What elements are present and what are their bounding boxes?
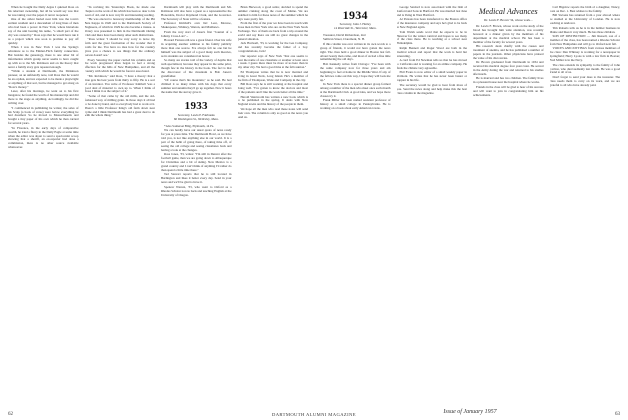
paragraph: Dr. Brown graduated from Dartmouth in 1934 and received his medical degree four years later. He served in the Army during the war and returned to his studies afterwards. [473, 60, 544, 76]
column-2 [85, 6, 156, 410]
paragraph: Friends in the class will be glad to hear of his success and will want to join in congratulating him on his achievements. [473, 84, 544, 97]
paragraph: "In revising his Yesterdays Book, he made one chapter on the work of his which has been so dear to his heart of old, and is now very fit and interesting reading. [84, 6, 155, 17]
secretary-line: Secretary, John J. Harley [339, 22, 371, 26]
paragraph: In New York there is a special dinner group formed among a number of the men who meet once each month at the Dartmouth Club. A good idea, and we hope more classes try it. [320, 82, 391, 98]
paragraph: Treasurer, David Richardson, 2nd [323, 32, 366, 37]
column-6 [397, 6, 468, 410]
paragraph: "In Florence, in the early days of comparative wealth, he tried a flurry in the Daily Eagle at some time when the editor was about to send a spectacular scoop showing that a sheriff, an ex-reporter had done a commission, there is no other source available whatsoever. [8, 125, 79, 150]
column-8 [550, 6, 621, 410]
paragraph: Brian Harwood, a good sailor, decided to spend the summer cruising along the coast of Maine. We are indebted to him for these notes of the summer which he says were pretty fair. [237, 6, 308, 21]
paragraph: One of the oldest buried near him was the town's earliest resident and a descendant of long lines of men who had been a power in New York, where historians say of the unit bearing his name, "a small part of the city was owned by." Ross says that he would have run it as a project which was soon to promise to pay off quickly. [8, 17, 79, 45]
page-footer [0, 410, 628, 420]
paragraph: *Also Somerset Bldg, Plymouth, 14 Pa. [164, 123, 215, 128]
paragraph: Every Saturday the paper carried his column and as the work progressed Ross began to feel a strong affection for the hills of New Hampshire, and all the country with which he would be forever associated. [84, 57, 155, 74]
column-1 [8, 6, 79, 410]
paragraph: Dartmouth will play with the Dartmouth and Mr. Robinson will also have a guest as a representative the Honorable, Doctor Raymond Clark, and the Governor. The Secretary of State will be a feature. [161, 6, 232, 21]
paragraph: Bill Ross says he is still working at the hospital and doing well. "I've gotten to know the doctors and most of the patients and I like the work better all the time." [237, 82, 308, 94]
section-heading: Medical Advances [478, 7, 538, 16]
magazine-title: DARTMOUTH ALUMNI MAGAZINE [272, 412, 356, 417]
paragraph: He is married and has two children. The family lives in a pleasant house near the hospital where he works. [473, 76, 544, 85]
paragraph: A card from Ed Newman tells us that he has moved to California and is working for an airline company. He finds the climate very agreeable. [396, 58, 467, 70]
page-number-right: 63 [615, 412, 620, 417]
paragraph: Dr. Lewis F. Brown, whose work on the study of the blood has brought him wide attention, was recently honored at a dinner given by the members of his department at the medical school. He has been a member of the faculty for several years. [473, 23, 544, 44]
paragraph: Howard Farnsworth was a great friend. Over his wife in acquiring another addition to his family publicly more than one source. I've always felt no one but he himself was the subject of a good many such theories, as its students are considered an honor. [161, 38, 232, 58]
paragraph: Ted Stewart reports that he is still located in Burlington and likes it better every day. Send in your news and we'll be glad to have it. [161, 172, 232, 185]
paragraph: Jack Hartwell, '33, is working for the Gas Company, and has recently become the father of a boy. Congratulations, Jack! [237, 41, 308, 54]
paragraph: Sullivan Street, Claremont, N. H. [323, 37, 365, 42]
paragraph: Harold Wentworth has written a new book which is to be published in the spring. It deals with New England towns and the history of the people in them. [237, 94, 308, 107]
paragraph: "I commenced in publishing he writes; the sales of his Scalp (a book of verse) were below everything he had dreamed. So he moved to Massachusetts and bought a tiny paper of his own which he then carried for several years. [8, 105, 79, 126]
class-year-heading: 1933 [184, 99, 208, 112]
paragraph: "He was elected to honorary membership of the Phi Beta Kappa in 1926 and to the Dartmouth Society of Engineers, of which in 1929 he also became a trustee. A library was presented to him in the Dartmouth Outing Club and there have been many other such distinctions. [84, 17, 155, 37]
page-number-left: 62 [8, 412, 13, 417]
paragraph: Tom Walsh sends word that he expects to be in Hanover for the winter carnival and hopes to see many of the class there. He is teaching at a school near Philadelphia. [396, 29, 467, 46]
paragraph: Phil Evans is now editor of a small weekly paper in Vermont. He writes that he has never been busier or happier in his life. [396, 70, 467, 83]
paragraph: "Mr. Robinson," said Ross, "I have a theory: that a man gets his best years from thirty to fifty. He is a sort of an inventor. You write of Professor Kimball 'was a good deal of material to own up to. When I think of those I think it as the subject of it.' [84, 73, 155, 94]
paragraph: "Of course that's his mountain," as he said. He had climbed it so many times with his dogs that every summer and autumn they'd go up together. Now it bears the name that the survey gave it. [161, 78, 232, 94]
paragraph: "Ross writes: 'I should be very sorry to leave my farm and the great fascination of the wonder that it holds for me. You have no idea how far the country gives you a chance to see things that the ordinary person doesn't see.' [84, 37, 155, 58]
paragraph: Professor Kimball's own list: Lear, Monroe, Shakespeare, Whitney, Warren, and Matthews. [161, 21, 232, 30]
issue-label: Issue of January 1957 [443, 409, 497, 415]
class-year-heading: 1934 [342, 8, 368, 22]
paragraph: VOICES AND JOTTINGS from various members of the class: Dan Whitney is working for a newspaper in Springfield; Harry Lyons is with a law firm in Boston; Fred Miller is in the Navy. [549, 46, 620, 63]
secretary-line: Secretary, Lewis P. Fairbanks [177, 112, 215, 117]
paragraph: If this column was ever written in its own words to a group of friends, it would not have gotten the news right. The class held a good dinner in Boston last fall. About twenty men came, and most of us had a fine time remembering the old days. [320, 41, 391, 62]
secretary-address: 14 Riverside St., Worcester, Mass. [333, 25, 377, 30]
paragraph: Carl Bigelow reports the birth of a daughter, Nancy, born on Dec. 1. Best wishes to the family. [549, 6, 620, 13]
paragraph: Later, after his marriage, he went on to his first bungalow, he found the worth of his manuscript and did more to the stage as anything. Accordingly, he did the writing over. [8, 89, 79, 106]
paragraph: From the first of the year we have been in touch with those men in New York who are on the New York Stock Exchange. Two of them are back from a trip around the world and say there are still no great changes in the general situation. [237, 21, 308, 41]
paragraph: Tim Roberts tells us he is in the lumber business in Maine and likes it very much. He has three children. [549, 25, 620, 34]
secretary-address: 66 Washington St., Wellesley, Mass. [173, 116, 219, 121]
paragraph: SON OF DISTINCTION — Jim Russell, son of a member of the class, has been named a Rhodes Scholar from New Hampshire and will go to Oxford next fall. [549, 34, 620, 46]
column-5 [320, 6, 391, 410]
paragraph: Ed Thompson writes that he is now married and living in Great Neck, Long Island. He's a member of the firm of Thompson, Wade and Company in the city. [237, 69, 308, 82]
paragraph: When I was in New York I was the Spring's adventure as to the Emmet-Fitch family connection. But besides the genealogy, there is one other bit of information which gossip never seems to have caught up with as to the Mr. Robinson and on the theory that never a family story gets repeated enough. [8, 45, 79, 69]
paragraph: Bob Kennedy writes from Chicago: "I've been with the same company now for three years and am beginning to feel at home in the Middle West. If any of the fellows come out this way, I hope they will look me up." [320, 61, 391, 82]
paragraph: Bill Stevens has returned from a year abroad where he studied at the University of London. He is now teaching at Andover. [549, 13, 620, 26]
paragraph: "While a student at Dartmouth, the Dickinson pioneer, on an unfriendly note, told Ross that he would be an orphan, and not expected to be made a playwright or anything of that sort, but he managed to get along on "Ross's money." [8, 69, 79, 89]
column-3 [161, 6, 232, 410]
paragraph: The secretary would be glad to hear from more of you. Send the news along and help make this the best class column in the magazine. [396, 82, 467, 95]
paragraph: We can hardly have our usual quota of news ready for you at press time. The Dartmouth Bowl, as we have told you, is not like anything else in our world. It is a part of the habit of going there, of taking time off, of seeing the old college and seeing classmates back and having a look at the changes. [161, 128, 232, 152]
column-7 [473, 6, 544, 410]
paragraph: Our reporter says of New York "that one seems to hear the name of one classmate or another at least once a week. I guess there must be more of us here than in any other city. We had a good time at the fall reunion." [237, 53, 308, 70]
paragraph: George Sanford is now associated with the firm of Sanford and Sons in Hartford. He was married last June and is living in West Hartford. [396, 6, 467, 17]
paragraph: Al Parsons has been transferred to the Boston office of the insurance company and says he's glad to be back in New England again. [396, 17, 467, 30]
paragraph: The class extends its sympathy to the family of John Carlton, who died suddenly last month. He was a good friend to all of us. [549, 62, 620, 75]
section-byline: Dr. Lewis F. Brown '34, whose work... [484, 18, 533, 22]
right-page [320, 6, 620, 410]
paragraph: So many are stories told of the variety of depths that well-specialized, because they appear in the same print, though few in the history in the book. The fact is that the discoverer of the mountain is Bob Jones's grandfather. [161, 58, 232, 78]
paragraph: Spencer Warren, '33, who went to Oxford as a Rhodes Scholar is now back and teaching English at the University of Oregon. [161, 184, 232, 197]
paragraph: When he bought the Daily Argus I quizzed Ross on his reluctant ownership, but all he would say was that he was taking over the paper. It never reopened. [8, 6, 79, 17]
paragraph: Ralph Bennett and Roger Wood are both in the medical school and report that the work is hard but interesting. [396, 45, 467, 58]
column-4 [238, 6, 309, 410]
paragraph: Don't forget to send your dues to the treasurer. The class needs them to carry on its work, and we are grateful to all who have already paid. [549, 74, 620, 87]
paragraph: We hope all the men who read these notes will send their own. The column is only as good as the news you send us. [237, 106, 308, 119]
paragraph: Frank Miller has been named assistant professor of history at a small college in Pennsylvania. He is working on a book about early American towns. [320, 98, 391, 111]
paragraph: His research deals chiefly with the causes and treatment of anemia, and he has published a number of papers in the journals. Other physicians have praised the value of his discoveries. [473, 44, 544, 60]
left-page [8, 6, 308, 410]
paragraph: Ross Jones, '33, writes: "I'm still in Denver after the football game, then we are going down to Albuquerque for Christmas and a bit of skiing. New Mexico is a grand country and I can't think of anything I'd rather do than spend a little time there." [161, 152, 232, 172]
paragraph: "Some of that came by the old mills, and the old-fashioned way of milling grain. In those days it all had to be done by hand, and so everybody had to work at it. There's a little Professor King's old farm down near Lyme and I think Dartmouth has had a great deal to do with the whole thing." [84, 93, 155, 118]
paragraph: From the very start of Jones's first "Journal of a Johnny Cross-Lots"... [161, 29, 232, 38]
